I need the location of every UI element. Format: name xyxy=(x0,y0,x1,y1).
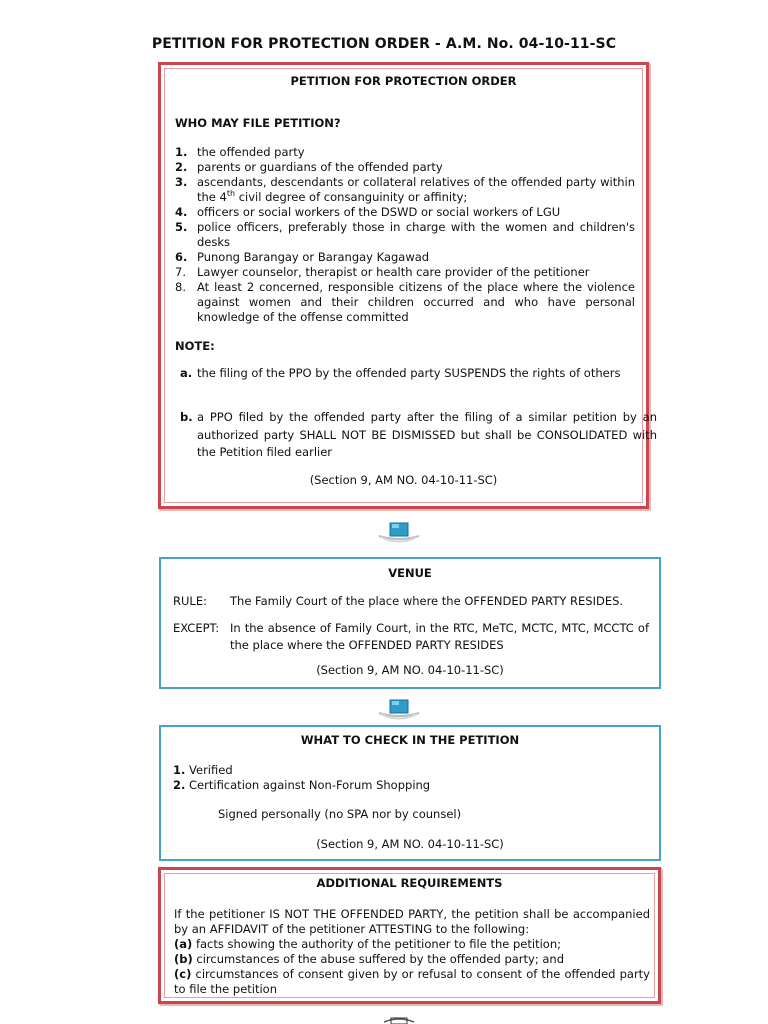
list-item: (c) circumstances of consent given by or refusal to consent of the offended party to file the petition xyxy=(174,967,650,996)
venue-rule xyxy=(173,594,649,609)
venue-title: VENUE xyxy=(388,566,432,580)
venue-except xyxy=(173,620,649,654)
except-text: In the absence of Family Court, in the RTC, MeTC, MCTC, MTC, MCCTC of the place where the OFFENDED PARTY RESIDES xyxy=(230,621,649,652)
venue-box xyxy=(159,557,661,689)
list-item: 5. police officers, preferably those in charge with the women and children's desks xyxy=(175,220,635,249)
additional-list xyxy=(174,937,650,997)
list-item: 2. parents or guardians of the offended party xyxy=(175,160,443,174)
who-may-file-list xyxy=(175,145,635,325)
list-item: 6. Punong Barangay or Barangay Kagawad xyxy=(175,250,430,264)
note-item: a. the filing of the PPO by the offended party SUSPENDS the rights of others xyxy=(180,366,621,380)
list-item: (a) facts showing the authority of the petitioner to file the petition; xyxy=(174,937,561,951)
note-heading: NOTE: xyxy=(175,339,215,353)
list-item: 8. At least 2 concerned, responsible citizens of the place where the violence against women and their children occurred and who have personal knowledge of the offense committed xyxy=(175,280,635,324)
down-arrow-icon xyxy=(378,697,420,723)
venue-citation: (Section 9, AM NO. 04-10-11-SC) xyxy=(316,663,504,677)
additional-intro: If the petitioner IS NOT THE OFFENDED PARTY, the petition shall be accompanied by an AFFIDAVIT of the petitioner ATTESTING to the following: xyxy=(174,907,650,936)
list-item: 1. the offended party xyxy=(175,145,305,159)
except-label: EXCEPT: xyxy=(173,621,220,635)
list-item: 2. Certification against Non-Forum Shopping xyxy=(173,778,431,792)
check-box xyxy=(159,725,661,861)
list-item: (b) circumstances of the abuse suffered by the offended party; and xyxy=(174,952,565,966)
additional-title: ADDITIONAL REQUIREMENTS xyxy=(316,876,503,890)
petition-box-title: PETITION FOR PROTECTION ORDER xyxy=(290,74,517,88)
list-item: 1. Verified xyxy=(173,763,233,777)
down-arrow-icon xyxy=(378,520,420,546)
who-may-file-heading: WHO MAY FILE PETITION? xyxy=(175,116,341,130)
check-title: WHAT TO CHECK IN THE PETITION xyxy=(300,733,520,747)
page-title: PETITION FOR PROTECTION ORDER - A.M. No. 04-10-11-SC xyxy=(151,36,617,52)
rule-label: RULE: xyxy=(173,594,207,608)
signed-note: Signed personally (no SPA nor by counsel) xyxy=(218,807,462,821)
additional-box xyxy=(158,867,661,1004)
check-list xyxy=(173,763,430,793)
list-item: 7. Lawyer counselor, therapist or health care provider of the petitioner xyxy=(175,265,590,279)
rule-text: The Family Court of the place where the OFFENDED PARTY RESIDES. xyxy=(230,594,624,608)
list-item: 3. ascendants, descendants or collateral relatives of the offended party within the 4th civil degree of consanguinity or affinity; xyxy=(175,175,635,204)
petition-citation: (Section 9, AM NO. 04-10-11-SC) xyxy=(309,473,498,487)
check-citation: (Section 9, AM NO. 04-10-11-SC) xyxy=(316,837,504,851)
note-item: b. a PPO filed by the offended party after the filing of a similar petition by an authorized party SHALL NOT BE DISMISSED but shall be CONSOLIDATED with the Petition filed earlier xyxy=(180,410,657,459)
list-item: 4. officers or social workers of the DSWD or social workers of LGU xyxy=(175,205,561,219)
petition-box xyxy=(158,62,657,509)
down-arrow-icon xyxy=(378,1012,420,1024)
